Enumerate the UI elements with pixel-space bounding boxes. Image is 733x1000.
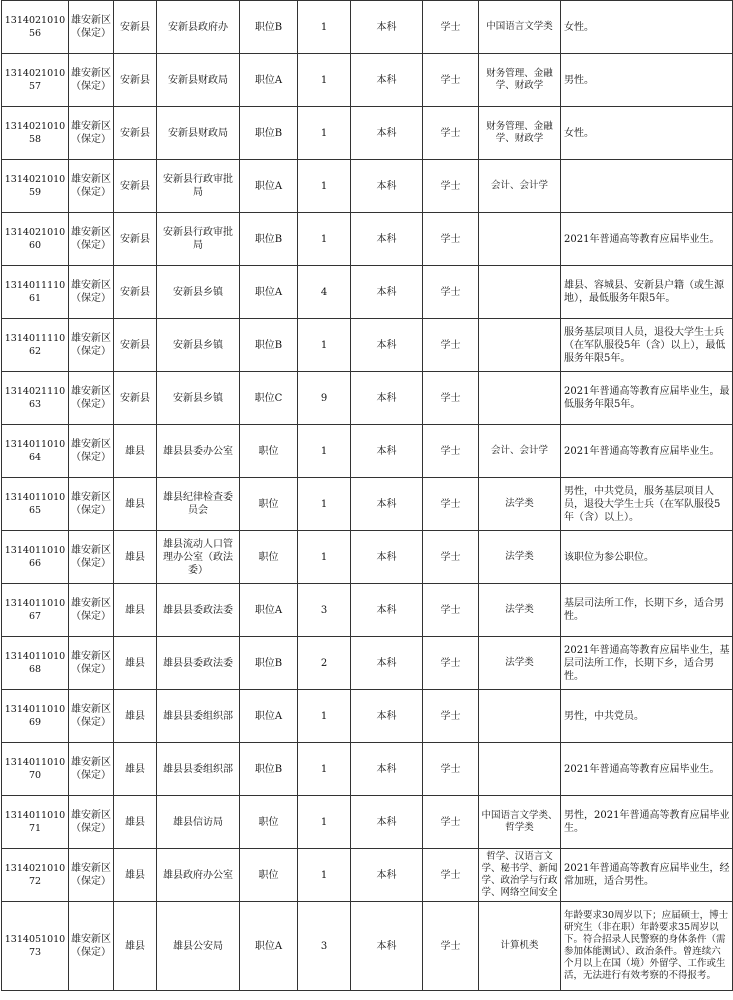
position-code: 131402101056 xyxy=(2,1,69,54)
position-code: 131401101067 xyxy=(2,584,69,637)
recruitment-table xyxy=(1,0,733,991)
requirements: 男性，中共党员，服务基层项目人员，退役大学生士兵（在军队服役5年（含）以上）。 xyxy=(561,478,733,531)
education: 本科 xyxy=(351,319,423,372)
position-code: 131402101058 xyxy=(2,107,69,160)
table-row xyxy=(2,54,733,107)
department: 安新县乡镇 xyxy=(157,266,240,319)
degree: 学士 xyxy=(423,902,479,991)
table-row xyxy=(2,743,733,796)
education: 本科 xyxy=(351,54,423,107)
degree: 学士 xyxy=(423,690,479,743)
education: 本科 xyxy=(351,478,423,531)
requirements: 女性。 xyxy=(561,107,733,160)
table-row xyxy=(2,319,733,372)
table-row xyxy=(2,160,733,213)
region: 雄安新区（保定） xyxy=(69,107,114,160)
region: 雄安新区（保定） xyxy=(69,160,114,213)
department: 安新县财政局 xyxy=(157,107,240,160)
department: 雄县县委办公室 xyxy=(157,425,240,478)
table-row xyxy=(2,531,733,584)
table-row xyxy=(2,425,733,478)
position: 职位 xyxy=(240,425,298,478)
requirements: 2021年普通高等教育应届毕业生，经常加班，适合男性。 xyxy=(561,849,733,902)
requirements: 2021年普通高等教育应届毕业生。 xyxy=(561,425,733,478)
county: 安新县 xyxy=(114,372,157,425)
department: 安新县行政审批局 xyxy=(157,213,240,266)
requirements: 2021年普通高等教育应届毕业生，基层司法所工作，长期下乡，适合男性。 xyxy=(561,637,733,690)
major: 中国语言文学类 xyxy=(479,1,561,54)
hire-count: 1 xyxy=(298,743,351,796)
degree: 学士 xyxy=(423,743,479,796)
education: 本科 xyxy=(351,690,423,743)
table-row xyxy=(2,690,733,743)
hire-count: 1 xyxy=(298,531,351,584)
department: 雄县纪律检查委员会 xyxy=(157,478,240,531)
department: 安新县乡镇 xyxy=(157,319,240,372)
department: 雄县政府办公室 xyxy=(157,849,240,902)
county: 安新县 xyxy=(114,160,157,213)
position-code: 131402101060 xyxy=(2,213,69,266)
hire-count: 4 xyxy=(298,266,351,319)
county: 安新县 xyxy=(114,213,157,266)
requirements: 基层司法所工作，长期下乡，适合男性。 xyxy=(561,584,733,637)
region: 雄安新区（保定） xyxy=(69,902,114,991)
major: 中国语言文学类、哲学类 xyxy=(479,796,561,849)
requirements: 年龄要求30周岁以下；应届硕士，博士研究生（非在职）年龄要求35周岁以下。符合招录人民警察的身体条件（需参加体能测试）、政治条件。曾连续六个月以上在国（境）外留学、工作或生活，无法进行有效考察的不得报考。 xyxy=(561,902,733,991)
position: 职位A xyxy=(240,902,298,991)
position: 职位B xyxy=(240,1,298,54)
hire-count: 1 xyxy=(298,690,351,743)
table-row xyxy=(2,107,733,160)
region: 雄安新区（保定） xyxy=(69,849,114,902)
major xyxy=(479,266,561,319)
degree: 学士 xyxy=(423,54,479,107)
county: 安新县 xyxy=(114,1,157,54)
degree: 学士 xyxy=(423,531,479,584)
requirements: 女性。 xyxy=(561,1,733,54)
region: 雄安新区（保定） xyxy=(69,54,114,107)
position-code: 131402101057 xyxy=(2,54,69,107)
degree: 学士 xyxy=(423,425,479,478)
requirements: 2021年普通高等教育应届毕业生。 xyxy=(561,213,733,266)
table-row xyxy=(2,584,733,637)
county: 雄县 xyxy=(114,584,157,637)
hire-count: 1 xyxy=(298,796,351,849)
position: 职位B xyxy=(240,213,298,266)
position: 职位B xyxy=(240,107,298,160)
major: 法学类 xyxy=(479,531,561,584)
degree: 学士 xyxy=(423,478,479,531)
degree: 学士 xyxy=(423,1,479,54)
education: 本科 xyxy=(351,743,423,796)
county: 雄县 xyxy=(114,902,157,991)
hire-count: 9 xyxy=(298,372,351,425)
county: 雄县 xyxy=(114,849,157,902)
requirements: 男性，中共党员。 xyxy=(561,690,733,743)
department: 雄县公安局 xyxy=(157,902,240,991)
hire-count: 3 xyxy=(298,902,351,991)
requirements: 男性。 xyxy=(561,54,733,107)
region: 雄安新区（保定） xyxy=(69,425,114,478)
requirements: 2021年普通高等教育应届毕业生。 xyxy=(561,743,733,796)
degree: 学士 xyxy=(423,266,479,319)
county: 安新县 xyxy=(114,107,157,160)
position: 职位A xyxy=(240,584,298,637)
department: 雄县流动人口管理办公室（政法委） xyxy=(157,531,240,584)
hire-count: 1 xyxy=(298,107,351,160)
hire-count: 1 xyxy=(298,1,351,54)
table-row xyxy=(2,849,733,902)
position-code: 131401101066 xyxy=(2,531,69,584)
position-code: 131401101071 xyxy=(2,796,69,849)
department: 安新县财政局 xyxy=(157,54,240,107)
region: 雄安新区（保定） xyxy=(69,213,114,266)
education: 本科 xyxy=(351,213,423,266)
position: 职位A xyxy=(240,266,298,319)
major xyxy=(479,213,561,266)
region: 雄安新区（保定） xyxy=(69,1,114,54)
position: 职位B xyxy=(240,743,298,796)
education: 本科 xyxy=(351,160,423,213)
county: 雄县 xyxy=(114,690,157,743)
region: 雄安新区（保定） xyxy=(69,584,114,637)
major xyxy=(479,690,561,743)
requirements: 服务基层项目人员，退役大学生士兵（在军队服役5年（含）以上），最低服务年限5年。 xyxy=(561,319,733,372)
requirements xyxy=(561,160,733,213)
table-row xyxy=(2,796,733,849)
hire-count: 3 xyxy=(298,584,351,637)
requirements: 雄县、容城县、安新县户籍（或生源地），最低服务年限5年。 xyxy=(561,266,733,319)
region: 雄安新区（保定） xyxy=(69,531,114,584)
position-code: 131405101073 xyxy=(2,902,69,991)
county: 安新县 xyxy=(114,319,157,372)
region: 雄安新区（保定） xyxy=(69,372,114,425)
region: 雄安新区（保定） xyxy=(69,796,114,849)
position: 职位 xyxy=(240,478,298,531)
major: 财务管理、金融学、财政学 xyxy=(479,107,561,160)
county: 安新县 xyxy=(114,54,157,107)
county: 雄县 xyxy=(114,425,157,478)
degree: 学士 xyxy=(423,319,479,372)
degree: 学士 xyxy=(423,372,479,425)
requirements: 男性，2021年普通高等教育应届毕业生。 xyxy=(561,796,733,849)
table-row xyxy=(2,637,733,690)
position-code: 131402111063 xyxy=(2,372,69,425)
position: 职位 xyxy=(240,796,298,849)
table-row xyxy=(2,266,733,319)
hire-count: 1 xyxy=(298,54,351,107)
major: 哲学、汉语言文学、秘书学、新闻学、政治学与行政学、网络空间安全 xyxy=(479,849,561,902)
degree: 学士 xyxy=(423,796,479,849)
position: 职位 xyxy=(240,849,298,902)
county: 雄县 xyxy=(114,478,157,531)
position: 职位A xyxy=(240,54,298,107)
education: 本科 xyxy=(351,372,423,425)
major xyxy=(479,372,561,425)
education: 本科 xyxy=(351,425,423,478)
requirements: 该职位为参公职位。 xyxy=(561,531,733,584)
table-row xyxy=(2,902,733,991)
major: 法学类 xyxy=(479,478,561,531)
position-code: 131402101072 xyxy=(2,849,69,902)
table-row xyxy=(2,1,733,54)
position-code: 131402101059 xyxy=(2,160,69,213)
degree: 学士 xyxy=(423,849,479,902)
education: 本科 xyxy=(351,849,423,902)
position-code: 131401101069 xyxy=(2,690,69,743)
hire-count: 1 xyxy=(298,319,351,372)
hire-count: 1 xyxy=(298,160,351,213)
region: 雄安新区（保定） xyxy=(69,743,114,796)
major: 会计、会计学 xyxy=(479,160,561,213)
hire-count: 1 xyxy=(298,425,351,478)
requirements: 2021年普通高等教育应届毕业生，最低服务年限5年。 xyxy=(561,372,733,425)
education: 本科 xyxy=(351,637,423,690)
region: 雄安新区（保定） xyxy=(69,690,114,743)
degree: 学士 xyxy=(423,213,479,266)
county: 雄县 xyxy=(114,637,157,690)
hire-count: 2 xyxy=(298,637,351,690)
education: 本科 xyxy=(351,584,423,637)
hire-count: 1 xyxy=(298,213,351,266)
major: 财务管理、金融学、财政学 xyxy=(479,54,561,107)
department: 雄县县委政法委 xyxy=(157,584,240,637)
degree: 学士 xyxy=(423,637,479,690)
department: 安新县乡镇 xyxy=(157,372,240,425)
region: 雄安新区（保定） xyxy=(69,478,114,531)
major: 法学类 xyxy=(479,637,561,690)
county: 雄县 xyxy=(114,531,157,584)
department: 雄县县委组织部 xyxy=(157,690,240,743)
position-code: 131401101064 xyxy=(2,425,69,478)
education: 本科 xyxy=(351,531,423,584)
region: 雄安新区（保定） xyxy=(69,266,114,319)
major: 会计、会计学 xyxy=(479,425,561,478)
county: 雄县 xyxy=(114,743,157,796)
position: 职位 xyxy=(240,531,298,584)
position: 职位B xyxy=(240,637,298,690)
degree: 学士 xyxy=(423,107,479,160)
major: 法学类 xyxy=(479,584,561,637)
education: 本科 xyxy=(351,796,423,849)
major: 计算机类 xyxy=(479,902,561,991)
degree: 学士 xyxy=(423,584,479,637)
county: 雄县 xyxy=(114,796,157,849)
hire-count: 1 xyxy=(298,478,351,531)
position-code: 131401101065 xyxy=(2,478,69,531)
position: 职位C xyxy=(240,372,298,425)
table-row xyxy=(2,213,733,266)
education: 本科 xyxy=(351,107,423,160)
position-code: 131401101068 xyxy=(2,637,69,690)
degree: 学士 xyxy=(423,160,479,213)
position-code: 131401101070 xyxy=(2,743,69,796)
table-row xyxy=(2,372,733,425)
position: 职位B xyxy=(240,319,298,372)
education: 本科 xyxy=(351,266,423,319)
education: 本科 xyxy=(351,902,423,991)
department: 安新县行政审批局 xyxy=(157,160,240,213)
major xyxy=(479,319,561,372)
department: 安新县政府办 xyxy=(157,1,240,54)
position: 职位A xyxy=(240,160,298,213)
table-row xyxy=(2,478,733,531)
department: 雄县县委组织部 xyxy=(157,743,240,796)
position-code: 131401111061 xyxy=(2,266,69,319)
region: 雄安新区（保定） xyxy=(69,637,114,690)
position-code: 131401111062 xyxy=(2,319,69,372)
region: 雄安新区（保定） xyxy=(69,319,114,372)
county: 安新县 xyxy=(114,266,157,319)
department: 雄县信访局 xyxy=(157,796,240,849)
hire-count: 1 xyxy=(298,849,351,902)
position: 职位A xyxy=(240,690,298,743)
major xyxy=(479,743,561,796)
department: 雄县县委政法委 xyxy=(157,637,240,690)
education: 本科 xyxy=(351,1,423,54)
